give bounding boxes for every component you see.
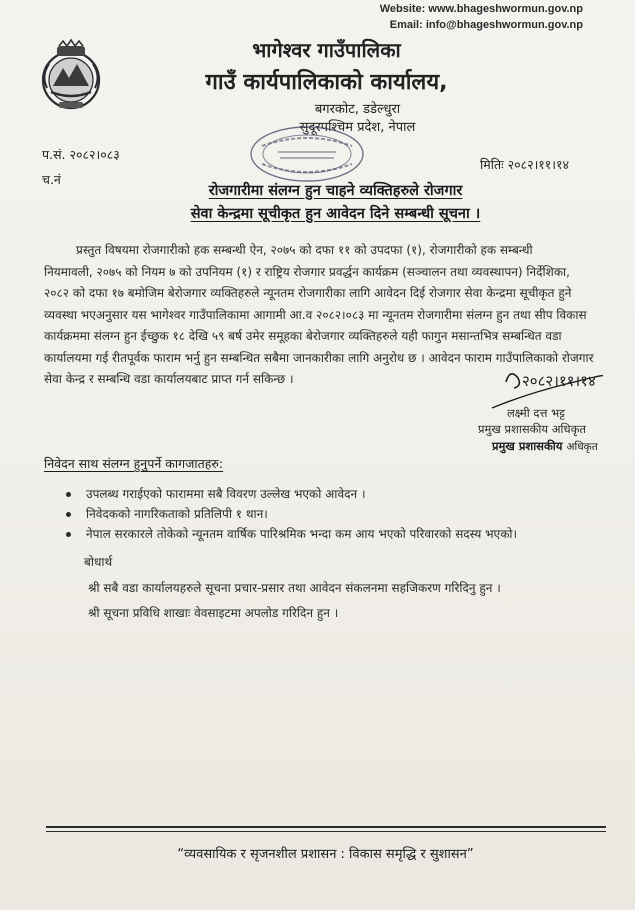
documents-title: निवेदन साथ संलग्न हुनुपर्ने कागजातहरु: [44, 456, 224, 471]
list-item: निवेदकको नागरिकताको प्रतिलिपी १ थान। [66, 504, 517, 524]
body-line: कार्यक्रममा संलग्न हुन ईच्छुक १८ देखि ५९ बर्ष उमेर समूहका बेरोजगार व्यक्तिहरुले यही फागुन मसान्तभित्र सम्बन्धित वडा [44, 329, 562, 343]
signature-date: २०८२।११।१४ [522, 372, 596, 390]
list-item: नेपाल सरकारले तोकेको न्यूनतम वार्षिक पारिश्रमिक भन्दा कम आय भएको परिवारको सदस्य भएको। [66, 524, 517, 544]
website-text: Website: www.bhageshwormun.gov.np [379, 3, 583, 15]
signer-name: लक्ष्मी दत्त भट्ट [507, 406, 565, 420]
address-line-1: बगरकोट, डडेल्धुरा [314, 102, 401, 117]
body-line: नियमावली, २०७५ को नियम ७ को उपनियम (१) र राष्ट्रिय रोजगार प्रवर्द्धन कार्यक्रम (सञ्चालन तथा व्यवस्थापन) निर्देशिका, [44, 264, 570, 279]
subject-line-2: सेवा केन्द्रमा सूचीकृत हुन आवेदन दिने सम्बन्धी सूचना । [190, 206, 481, 222]
documents-list [66, 484, 517, 544]
bullet-icon [66, 532, 71, 537]
cc-label: बोधार्थ [84, 555, 113, 569]
designation-stamp: प्रमुख प्रशासकीय अधिकृत [492, 439, 598, 453]
subject-line-1: रोजगारीमा संलग्न हुन चाहने व्यक्तिहरुले रोजगार [208, 183, 463, 199]
office-stamp-icon [248, 124, 366, 184]
footer-divider [46, 831, 606, 832]
list-item: उपलब्ध गराईएको फाराममा सबै विवरण उल्लेख भएको आवेदन । [66, 484, 517, 504]
footer-motto: “व्यवसायिक र सृजनशील प्रशासन : विकास समृद्धि र सुशासन” [177, 847, 474, 862]
bullet-icon [66, 512, 71, 517]
office-name: भागेश्वर गाउँपालिका [252, 38, 401, 62]
notice-date: मितिः २०८२।११।१४ [480, 157, 570, 172]
cc-item: श्री सूचना प्रविधि शाखाः वेवसाइटमा अपलोड गरिदिन हुन । [88, 606, 339, 620]
signer-designation: प्रमुख प्रशासकीय अधिकृत [478, 422, 586, 436]
address-line-2: सुदूरपश्चिम प्रदेश, नेपाल [299, 120, 416, 135]
body-line: सेवा केन्द्र र सम्बन्धि वडा कार्यालयबाट प्राप्त गर्न सकिन्छ । [44, 372, 294, 386]
reference-number: प.सं. २०८२।०८३ [42, 147, 120, 162]
signature-icon [486, 364, 606, 412]
dispatch-number: च.नं [42, 172, 61, 187]
body-line: प्रस्तुत विषयमा रोजगारीको हक सम्बन्धी ऐन, २०७५ को दफा ११ को उपदफा (१), रोजगारीको हक सम्बन्धी [76, 243, 533, 257]
office-subtitle: गाउँ कार्यपालिकाको कार्यालय, [205, 70, 448, 95]
body-line: व्यवस्था भएअनुसार यस भागेश्वर गाउँपालिकामा आगामी आ.व २०८२।०८३ मा न्यूनतम रोजगारीमा संलग्न हुन तथा सीप विकास [44, 307, 587, 322]
bullet-icon [66, 492, 71, 497]
body-line: २०८२ को दफा १७ बमोजिम बेरोजगार व्यक्तिहरुले न्यूनतम रोजगारीका लागि आवेदन दिई रोजगार सेवा केन्द्रमा सूचीकृत हुने [44, 286, 572, 300]
email-text: Email: info@bhageshwormun.gov.np [389, 19, 583, 31]
footer-divider [46, 826, 606, 828]
body-line: कार्यालयमा गई रीतपूर्वक फाराम भर्नु हुन सम्बन्धित सबैमा जानकारीका लागि अनुरोध छ । आवेदन फाराम गाउँपालिकाको रोजगार [44, 350, 594, 365]
cc-item: श्री सबै वडा कार्यालयहरुले सूचना प्रचार-प्रसार तथा आवेदन संकलनमा सहजिकरण गरिदिनु हुन । [88, 581, 501, 595]
